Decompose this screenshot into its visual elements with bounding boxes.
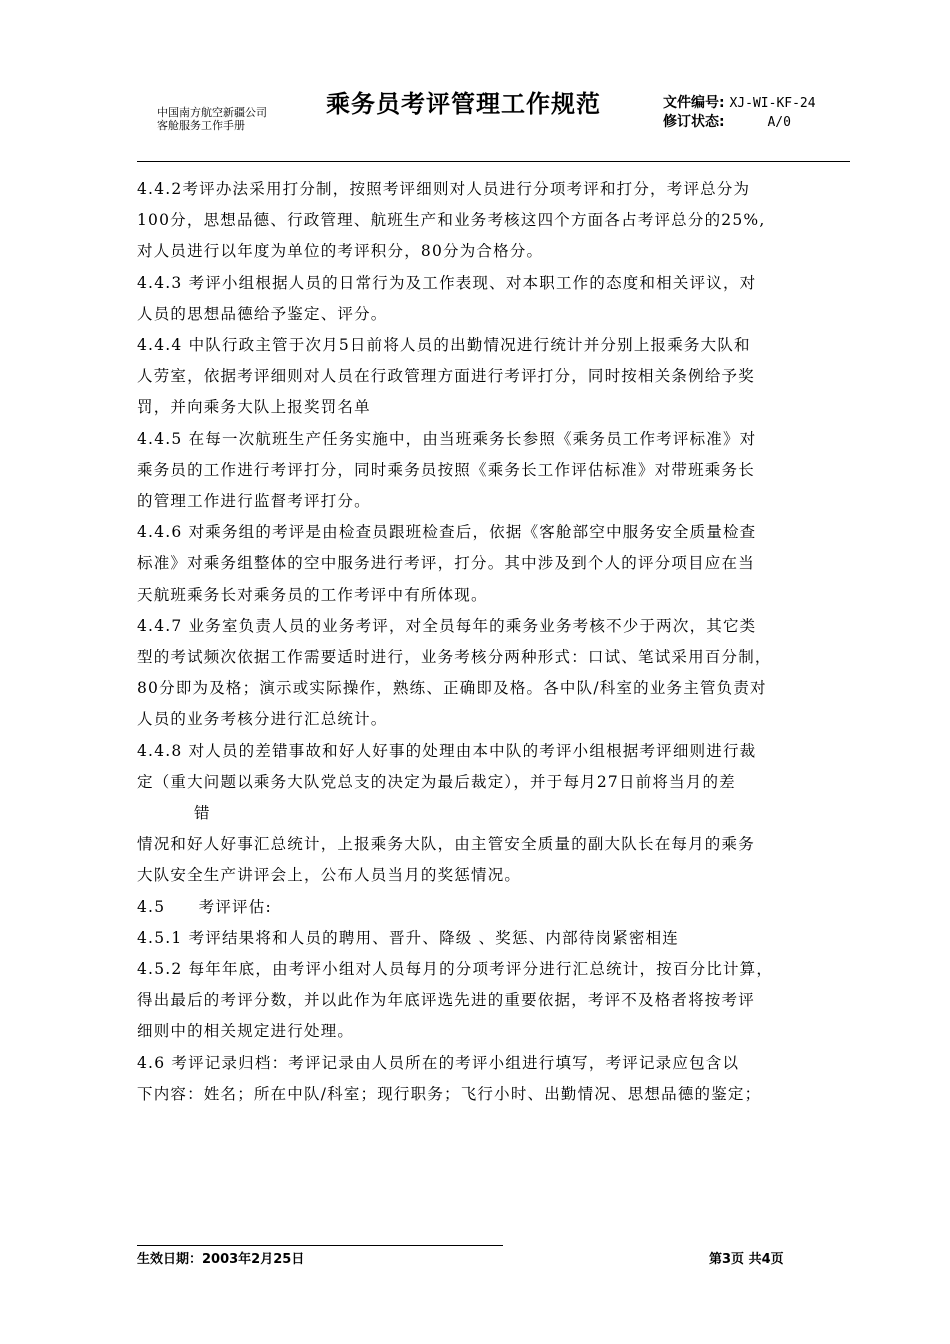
company-line-1: 中国南方航空新疆公司 [157,106,267,119]
body-line: 型的考试频次依据工作需要适时进行，业务考核分两种形式：口试、笔试采用百分制， [137,648,772,667]
body-line: 4.5.2 每年年底，由考评小组对人员每月的分项考评分进行汇总统计，按百分比计算， [137,960,774,979]
body-line: 对人员进行以年度为单位的考评积分，80分为合格分。 [137,242,544,261]
body-line: 定（重大问题以乘务大队党总支的决定为最后裁定），并于每月27日前将当月的差 [137,772,736,791]
revision-row [663,113,816,132]
company-line-2: 客舱服务工作手册 [157,119,245,132]
body-line: 乘务员的工作进行考评打分，同时乘务员按照《乘务长工作评估标准》对带班乘务长 [137,460,755,479]
body-line: 大队安全生产讲评会上，公布人员当月的奖惩情况。 [137,866,522,885]
document-info [663,94,816,132]
body-line: 4.6 考评记录归档：考评记录由人员所在的考评小组进行填写，考评记录应包含以 [137,1053,740,1072]
body-line: 错 [194,804,211,823]
body-line: 4.4.3 考评小组根据人员的日常行为及工作表现、对本职工作的态度和相关评议，对 [137,273,757,292]
body-line: 人劳室，依据考评细则对人员在行政管理方面进行考评打分，同时按相关条例给予奖 [137,367,755,386]
doc-number-row [663,94,816,113]
body-line: 4.5.1 考评结果将和人员的聘用、晋升、降级 、奖惩、内部待岗紧密相连 [137,928,679,947]
header-divider [137,161,850,162]
company-name [157,106,267,132]
body-line: 4.4.2考评办法采用打分制，按照考评细则对人员进行分项考评和打分，考评总分为 [137,180,751,198]
page-number: 第3页 共4页 [709,1252,784,1267]
body-line: 的管理工作进行监督考评打分。 [137,492,371,511]
effective-date: 生效日期：2003年2月25日 [137,1252,305,1267]
body-line: 100分，思想品德、行政管理、航班生产和业务考核这四个方面各占考评总分的25%, [137,211,766,230]
body-line: 罚，并向乘务大队上报奖罚名单 [137,398,371,417]
revision-label: 修订状态: [663,114,725,130]
body-line: 人员的业务考核分进行汇总统计。 [137,710,388,729]
body-line: 得出最后的考评分数，并以此作为年底评选先进的重要依据，考评不及格者将按考评 [137,991,755,1010]
body-line: 细则中的相关规定进行处理。 [137,1022,355,1041]
body-line: 下内容：姓名；所在中队/科室；现行职务；飞行小时、出勤情况、思想品德的鉴定； [137,1084,762,1103]
body-line: 天航班乘务长对乘务员的工作考评中有所体现。 [137,585,488,604]
body-line: 4.5 考评评估: [137,897,272,916]
body-line: 4.4.5 在每一次航班生产任务实施中，由当班乘务长参照《乘务员工作考评标准》对 [137,429,757,448]
body-line: 4.4.8 对人员的差错事故和好人好事的处理由本中队的考评小组根据考评细则进行裁 [137,741,757,760]
document-title: 乘务员考评管理工作规范 [326,90,601,118]
revision-value: A/0 [767,115,791,130]
doc-number-value: XJ-WI-KF-24 [729,96,816,111]
body-line: 4.4.6 对乘务组的考评是由检查员跟班检查后，依据《客舱部空中服务安全质量检查 [137,523,757,542]
body-line: 人员的思想品德给予鉴定、评分。 [137,304,388,323]
document-body [137,174,853,1110]
footer-divider [137,1245,503,1246]
body-line: 80分即为及格；演示或实际操作，熟练、正确即及格。各中队/科室的业务主管负责对 [137,679,767,698]
body-line: 标准》对乘务组整体的空中服务进行考评，打分。其中涉及到个人的评分项目应在当 [137,554,755,573]
body-line: 4.4.7 业务室负责人员的业务考评，对全员每年的乘务业务考核不少于两次，其它类 [137,616,757,635]
body-line: 4.4.4 中队行政主管于次月5日前将人员的出勤情况进行统计并分别上报乘务大队和 [137,336,751,355]
doc-number-label: 文件编号: [663,95,725,111]
body-line: 情况和好人好事汇总统计，上报乘务大队，由主管安全质量的副大队长在每月的乘务 [137,835,755,854]
